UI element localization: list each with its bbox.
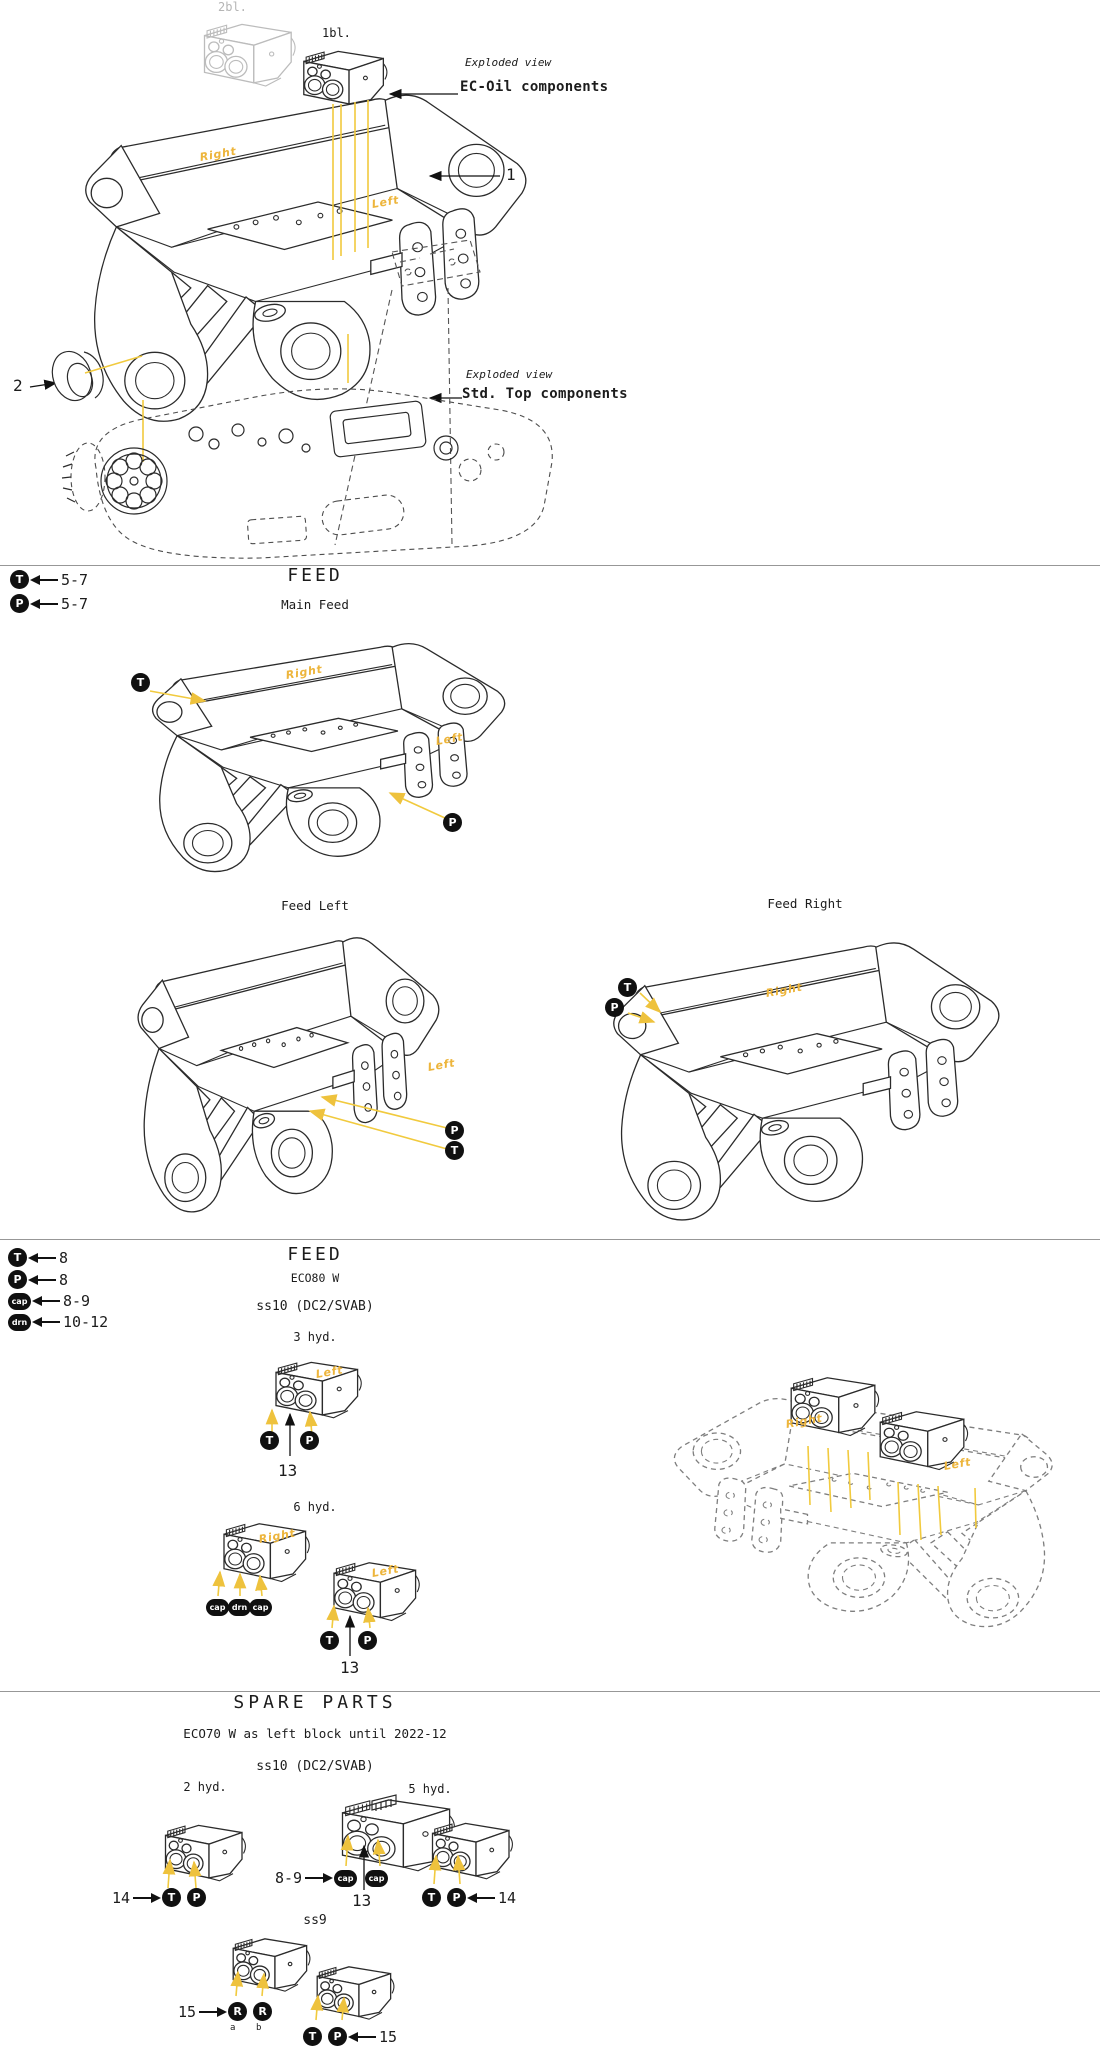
callout-14: 14 [112, 1888, 131, 1907]
right-side-label: Right [284, 662, 324, 682]
ghost-valve-block-2bl [205, 24, 296, 86]
eco70-note: ECO70 W as left block until 2022-12 [183, 1726, 447, 1741]
legend-value: 8 [59, 1248, 69, 1267]
legend-row-cap [8, 1292, 90, 1310]
port-marker-p: P [328, 2027, 347, 2046]
section-divider [0, 1691, 1100, 1692]
ghost-block-label: 2bl. [218, 0, 247, 14]
left-side-label: Left [370, 193, 401, 211]
callout-15: 15 [178, 2002, 197, 2021]
coupler-feed-right [614, 943, 999, 1220]
port-marker-t: T [303, 2027, 322, 2046]
hyd5-label: 5 hyd. [408, 1782, 452, 1796]
ec-oil-components-label: EC-Oil components [460, 79, 609, 95]
leader-arrow-icon [350, 2036, 376, 2038]
ss10-label: ss10 (DC2/SVAB) [256, 1759, 374, 1774]
spare-block-ss9-right [317, 1967, 394, 2019]
callout-14-row [422, 1888, 516, 1907]
callout-8-9: 8-9 [275, 1869, 303, 1887]
legend-row-t [10, 570, 88, 589]
leader-arrow-icon [32, 579, 58, 581]
port-marker-t: T [618, 978, 637, 997]
legend-value: 8 [59, 1270, 69, 1289]
feed-section-title: FEED [287, 565, 343, 586]
legend-row-t [8, 1248, 68, 1267]
port-marker-t: T [445, 1141, 464, 1160]
legend-value: 8-9 [63, 1292, 91, 1310]
port-marker-p: P [8, 1270, 27, 1289]
left-side-label: Left [434, 730, 465, 748]
leader-arrow-icon [34, 1321, 60, 1323]
port-marker-p: P [187, 1888, 206, 1907]
port-marker-p: P [447, 1888, 466, 1907]
right-side-label: Right [784, 1411, 824, 1431]
port-marker-p: P [10, 594, 29, 613]
valve-block-1bl [304, 51, 387, 106]
leader-arrow-icon [305, 1877, 331, 1879]
callout-13: 13 [352, 1891, 372, 1910]
callout-2: 2 [13, 376, 23, 395]
exploded-view-caption: Exploded view [465, 56, 552, 69]
port-marker-t: T [8, 1248, 27, 1267]
port-marker-t: T [131, 673, 150, 692]
port-marker-drn: drn [228, 1599, 251, 1616]
spare-block-2hyd [166, 1825, 246, 1880]
left-side-label: Left [426, 1056, 457, 1074]
callout-14-row [112, 1888, 206, 1907]
legend-value: 5-7 [61, 570, 89, 589]
legend-row-drn [8, 1313, 108, 1331]
leader-arrow-icon [30, 1279, 56, 1281]
ghost-coupler-block-positions [674, 1399, 1052, 1627]
legend-value: 5-7 [61, 594, 89, 613]
legend-row-p [10, 594, 88, 613]
feed-left-label: Feed Left [281, 898, 349, 913]
port-marker-cap: cap [206, 1599, 229, 1616]
right-side-label: Right [257, 1526, 297, 1546]
port-marker-r-b: R [253, 2002, 272, 2021]
leader-arrow-icon [133, 1897, 159, 1899]
port-marker-p: P [300, 1431, 319, 1450]
spare-block-ss9-left [233, 1939, 310, 1991]
port-marker-t: T [260, 1431, 279, 1450]
ss10-label: ss10 (DC2/SVAB) [256, 1299, 374, 1314]
port-marker-t: T [320, 1631, 339, 1650]
port-marker-t: T [162, 1888, 181, 1907]
right-side-label: Right [764, 980, 804, 1000]
port-marker-p: P [605, 998, 624, 1017]
hyd3-label: 3 hyd. [293, 1330, 337, 1344]
coupler-exploded-view [86, 95, 526, 421]
port-marker-t: T [10, 570, 29, 589]
section-divider [0, 565, 1100, 566]
ss9-label: ss9 [303, 1913, 327, 1928]
coupler-main-feed [153, 644, 505, 872]
feed-right-label: Feed Right [767, 896, 843, 911]
left-side-label: Left [370, 1562, 401, 1580]
leader-arrow-icon [32, 603, 58, 605]
hyd2-label: 2 hyd. [183, 1780, 227, 1794]
port-marker-cap: cap [249, 1599, 272, 1616]
port-marker-cap: cap [365, 1870, 388, 1887]
subscript-a: a [230, 2023, 236, 2033]
main-feed-label: Main Feed [281, 597, 349, 612]
legend-row-p [8, 1270, 68, 1289]
spare-block-right [433, 1823, 513, 1878]
leader-arrow-icon [199, 2011, 225, 2013]
port-marker-r-a: R [228, 2002, 247, 2021]
port-marker-cap: cap [334, 1870, 357, 1887]
callout-13: 13 [278, 1461, 298, 1480]
callout-1: 1 [506, 165, 516, 184]
leader-arrow-icon [34, 1300, 60, 1302]
coupler-feed-left [138, 938, 439, 1212]
port-marker-p: P [445, 1121, 464, 1140]
hyd6-label: 6 hyd. [293, 1500, 337, 1514]
section-divider [0, 1239, 1100, 1240]
callout-14: 14 [498, 1888, 517, 1907]
leader-arrow-icon [469, 1897, 495, 1899]
legend-value: 10-12 [63, 1313, 109, 1331]
exploded-view-caption: Exploded view [466, 368, 553, 381]
std-top-components-label: Std. Top components [462, 386, 628, 402]
port-marker-cap: cap [8, 1293, 31, 1310]
callout-15-row [178, 2002, 272, 2021]
spare-parts-title: SPARE PARTS [233, 1692, 397, 1713]
block-label: 1bl. [322, 26, 351, 40]
right-side-label: Right [198, 144, 238, 164]
port-marker-p: P [443, 813, 462, 832]
model-label: ECO80 W [290, 1271, 340, 1285]
feed-section-title: FEED [287, 1244, 343, 1265]
port-marker-drn: drn [8, 1314, 31, 1331]
left-side-label: Left [314, 1363, 345, 1381]
leader-arrow-icon [30, 1257, 56, 1259]
callout-89-row [275, 1869, 357, 1887]
callout-15: 15 [379, 2027, 398, 2046]
left-side-label: Left [942, 1455, 973, 1473]
pin-coupling-disc [106, 453, 162, 509]
callout-15-row [303, 2027, 397, 2046]
subscript-b: b [256, 2023, 262, 2033]
port-marker-p: P [358, 1631, 377, 1650]
callout-13: 13 [340, 1658, 360, 1677]
port-marker-t: T [422, 1888, 441, 1907]
